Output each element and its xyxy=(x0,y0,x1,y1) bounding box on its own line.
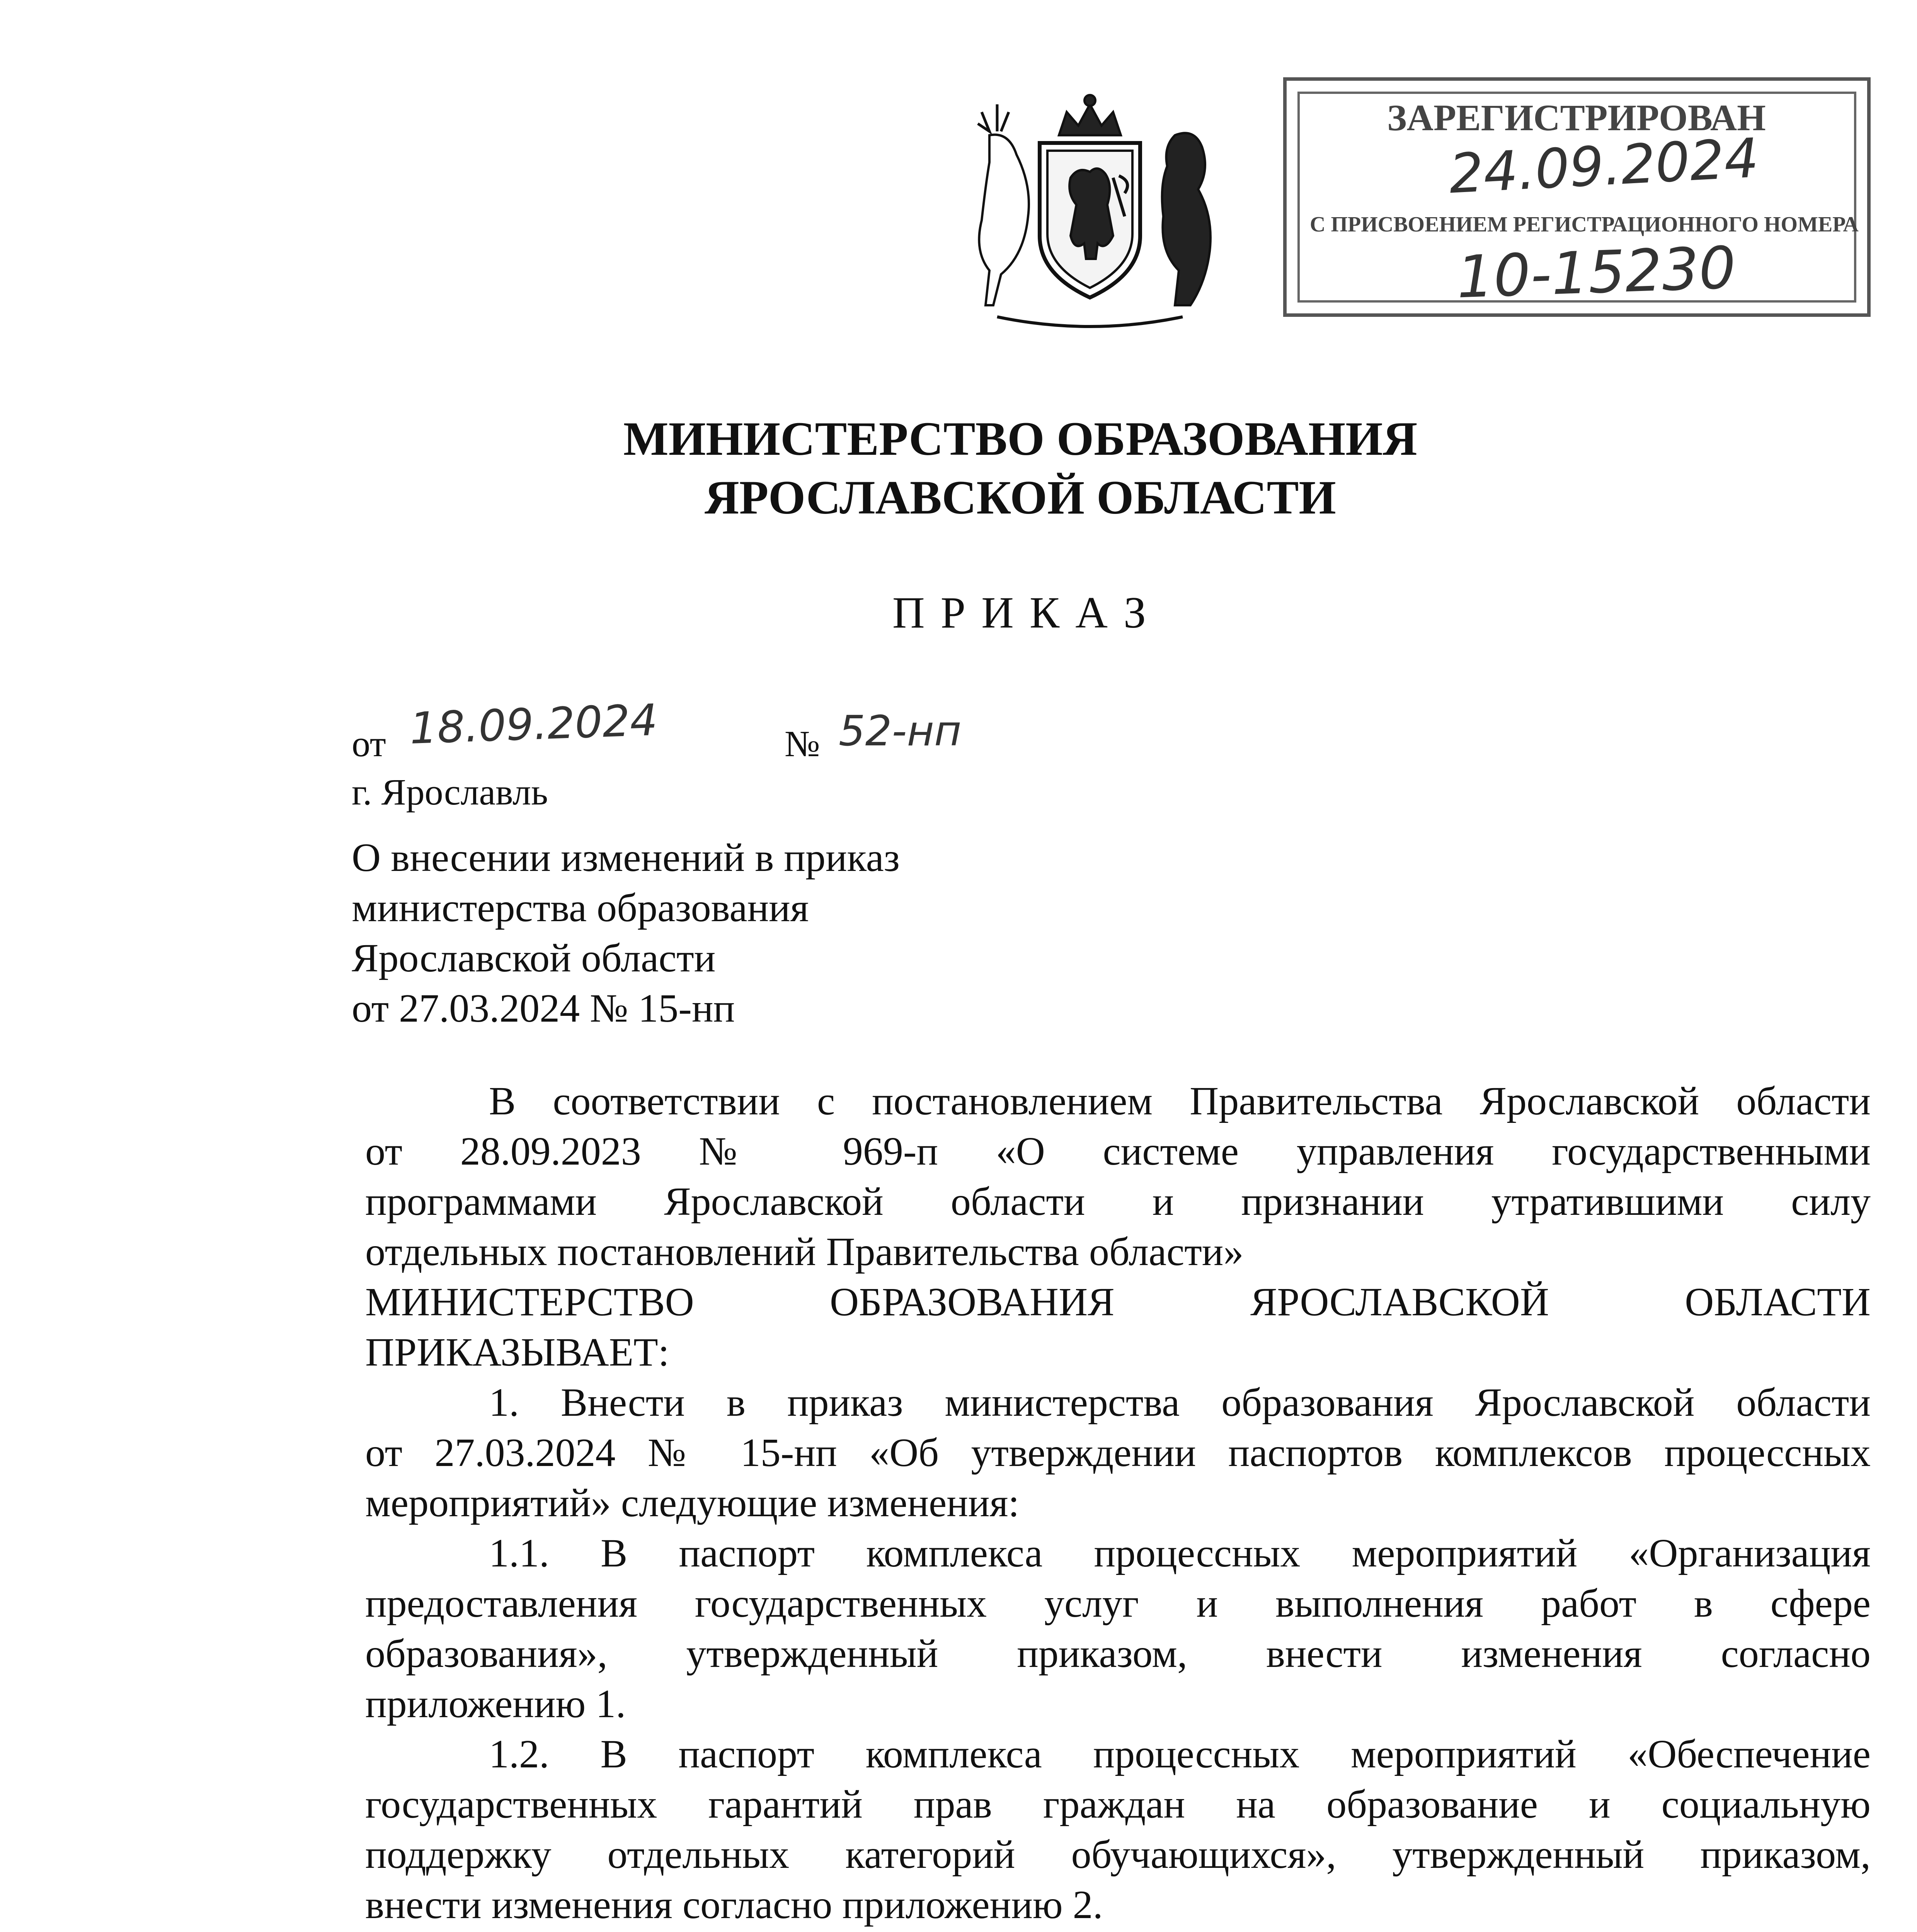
subject-line: от 27.03.2024 № 15-нп xyxy=(352,986,735,1031)
ministry-name-line2: ЯРОСЛАВСКОЙ ОБЛАСТИ xyxy=(705,471,1336,524)
subject-line: министерства образования xyxy=(352,886,809,930)
number-handwritten: 52-нп xyxy=(839,707,962,755)
number-prefix: № xyxy=(785,723,820,764)
date-handwritten: 18.09.2024 xyxy=(409,695,659,754)
ministry-name-line1: МИНИСТЕРСТВО ОБРАЗОВАНИЯ xyxy=(623,412,1418,465)
body-line: 1.2. В паспорт комплекса процессных мероприятий «Обеспечение xyxy=(489,1732,1871,1776)
body-line: В соответствии с постановлением Правительства Ярославской области xyxy=(489,1079,1871,1123)
body-line xyxy=(489,1930,1871,1932)
body-line: отдельных постановлений Правительства области» xyxy=(365,1230,1244,1274)
body-line: программами Ярославской области и признании утратившими силу xyxy=(365,1179,1871,1224)
city: г. Ярославль xyxy=(352,771,548,813)
body-line: ПРИКАЗЫВАЕТ: xyxy=(365,1330,669,1374)
body-line: от 27.03.2024 № 15-нп «Об утверждении паспортов комплексов процессных xyxy=(365,1430,1871,1475)
body-line: МИНИСТЕРСТВО ОБРАЗОВАНИЯ ЯРОСЛАВСКОЙ ОБЛАСТИ xyxy=(365,1280,1871,1324)
coat-of-arms-emblem xyxy=(943,89,1237,336)
body-line: 1. Внести в приказ министерства образования Ярославской области xyxy=(489,1380,1871,1425)
body-line: мероприятий» следующие изменения: xyxy=(365,1481,1020,1525)
stamp-heading: ЗАРЕГИСТРИРОВАН xyxy=(1387,97,1766,138)
document-type: П Р И К А З xyxy=(892,588,1149,638)
date-prefix: от xyxy=(352,723,386,764)
stamp-subtitle: С ПРИСВОЕНИЕМ РЕГИСТРАЦИОННОГО НОМЕРА xyxy=(1310,213,1859,236)
stamp-number-handwritten: 10-15230 xyxy=(1456,234,1737,311)
registration-stamp xyxy=(1283,77,1871,317)
body-line: предоставления государственных услуг и выполнения работ в сфере xyxy=(365,1581,1871,1626)
body-line: приложению 1. xyxy=(365,1682,626,1726)
stamp-date-handwritten: 24.09.2024 xyxy=(1447,127,1760,206)
body-line: 1.1. В паспорт комплекса процессных мероприятий «Организация xyxy=(489,1531,1871,1575)
body-line: государственных гарантий прав граждан на образование и социальную xyxy=(365,1782,1871,1827)
body-line: от 28.09.2023 № 969-п «О системе управления государственными xyxy=(365,1129,1871,1173)
subject-line: О внесении изменений в приказ xyxy=(352,835,900,880)
body-line: поддержку отдельных категорий обучающихся», утвержденный приказом, xyxy=(365,1832,1871,1877)
body-line: внести изменения согласно приложению 2. xyxy=(365,1883,1103,1927)
subject-line: Ярославской области xyxy=(352,936,716,980)
body-line: образования», утвержденный приказом, внести изменения согласно xyxy=(365,1631,1871,1676)
